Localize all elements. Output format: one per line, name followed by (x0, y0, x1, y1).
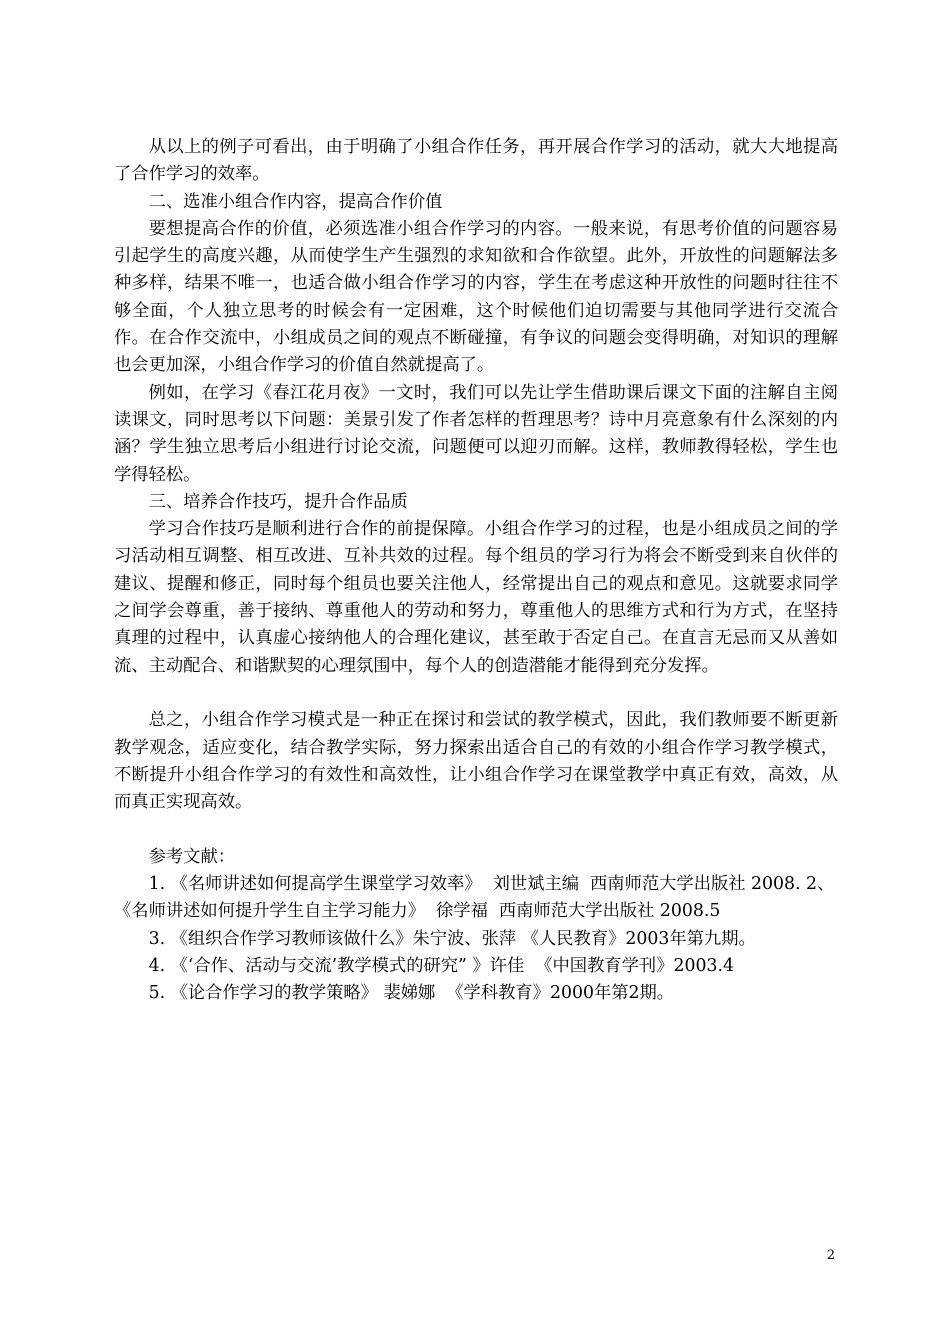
paragraph-example-poem: 例如，在学习《春江花月夜》一文时，我们可以先让学生借助课后课文下面的注解自主阅读课文，同时思考以下问题：美景引发了作者怎样的哲理思考？诗中月亮意象有什么深刻的内涵？学生独立思考后小组进行讨论交流，问题便可以迎刃而解。这样，教师教得轻松，学生也学得轻松。 (114, 382, 838, 485)
paragraph-example-summary: 从以上的例子可看出，由于明确了小组合作任务，再开展合作学习的活动，就大大地提高了合作学习的效率。 (114, 137, 838, 185)
paragraph-cooperation-content: 要想提高合作的价值，必须选准小组合作学习的内容。一般来说，有思考价值的问题容易引起学生的高度兴趣，从而使学生产生强烈的求知欲和合作欲望。此外，开放性的问题解法多种多样，结果不唯一，也适合做小组合作学习的内容，学生在考虑这种开放性的问题时往往不够全面，个人独立思考的时候会有一定困难，这个时候他们迫切需要与其他同学进行交流合作。在合作交流中，小组成员之间的观点不断碰撞，有争议的问题会变得明确，对知识的理解也会更加深，小组合作学习的价值自然就提高了。 (114, 218, 838, 376)
references-list (114, 871, 838, 1007)
paragraph-conclusion: 总之，小组合作学习模式是一种正在探讨和尝试的教学模式，因此，我们教师要不断更新教学观念，适应变化，结合教学实际，努力探索出适合自己的有效的小组合作学习教学模式，不断提升小组合作学习的有效性和高效性，让小组合作学习在课堂教学中真正有效，高效，从而真正实现高效。 (114, 710, 838, 813)
page-number: 2 (826, 1248, 835, 1263)
blank-line (114, 816, 838, 843)
references-title: 参考文献： (148, 846, 236, 867)
reference-item: 1. 《名师讲述如何提高学生课堂学习效率》 刘世斌主编 西南师范大学出版社 2008. 2、《名师讲述如何提升学生自主学习能力》 徐学福 西南师范大学出版社 2008.5 (114, 874, 835, 922)
reference-item: 3. 《组织合作学习教师该做什么》朱宁波、张萍 《人民教育》2003年第九期。 (148, 928, 756, 949)
paragraph-cooperation-skills: 学习合作技巧是顺利进行合作的前提保障。小组合作学习的过程，也是小组成员之间的学习活动相互调整、相互改进、互补共效的过程。每个组员的学习行为将会不断受到来自伙伴的建议、提醒和修正，同时每个组员也要关注他人，经常提出自己的观点和意见。这就要求同学之间学会尊重，善于接纳、尊重他人的劳动和努力，尊重他人的思维方式和行为方式，在坚持真理的过程中，认真虚心接纳他人的合理化建议，甚至敢于否定自己。在直言无忌而又从善如流、主动配合、和谐默契的心理氛围中，每个人的创造潜能才能得到充分发挥。 (114, 519, 838, 676)
document-body (114, 134, 838, 1008)
reference-item: 4. 《‘合作、活动与交流’教学模式的研究” 》许佳 《中国教育学刊》2003.4 (148, 955, 734, 976)
reference-item: 5. 《论合作学习的教学策略》 裴娣娜 《学科教育》2000年第2期。 (148, 983, 675, 1004)
blank-line (114, 680, 838, 707)
section-heading-three: 三、培养合作技巧，提升合作品质 (148, 491, 408, 512)
section-heading-two: 二、选准小组合作内容，提高合作价值 (148, 191, 443, 212)
